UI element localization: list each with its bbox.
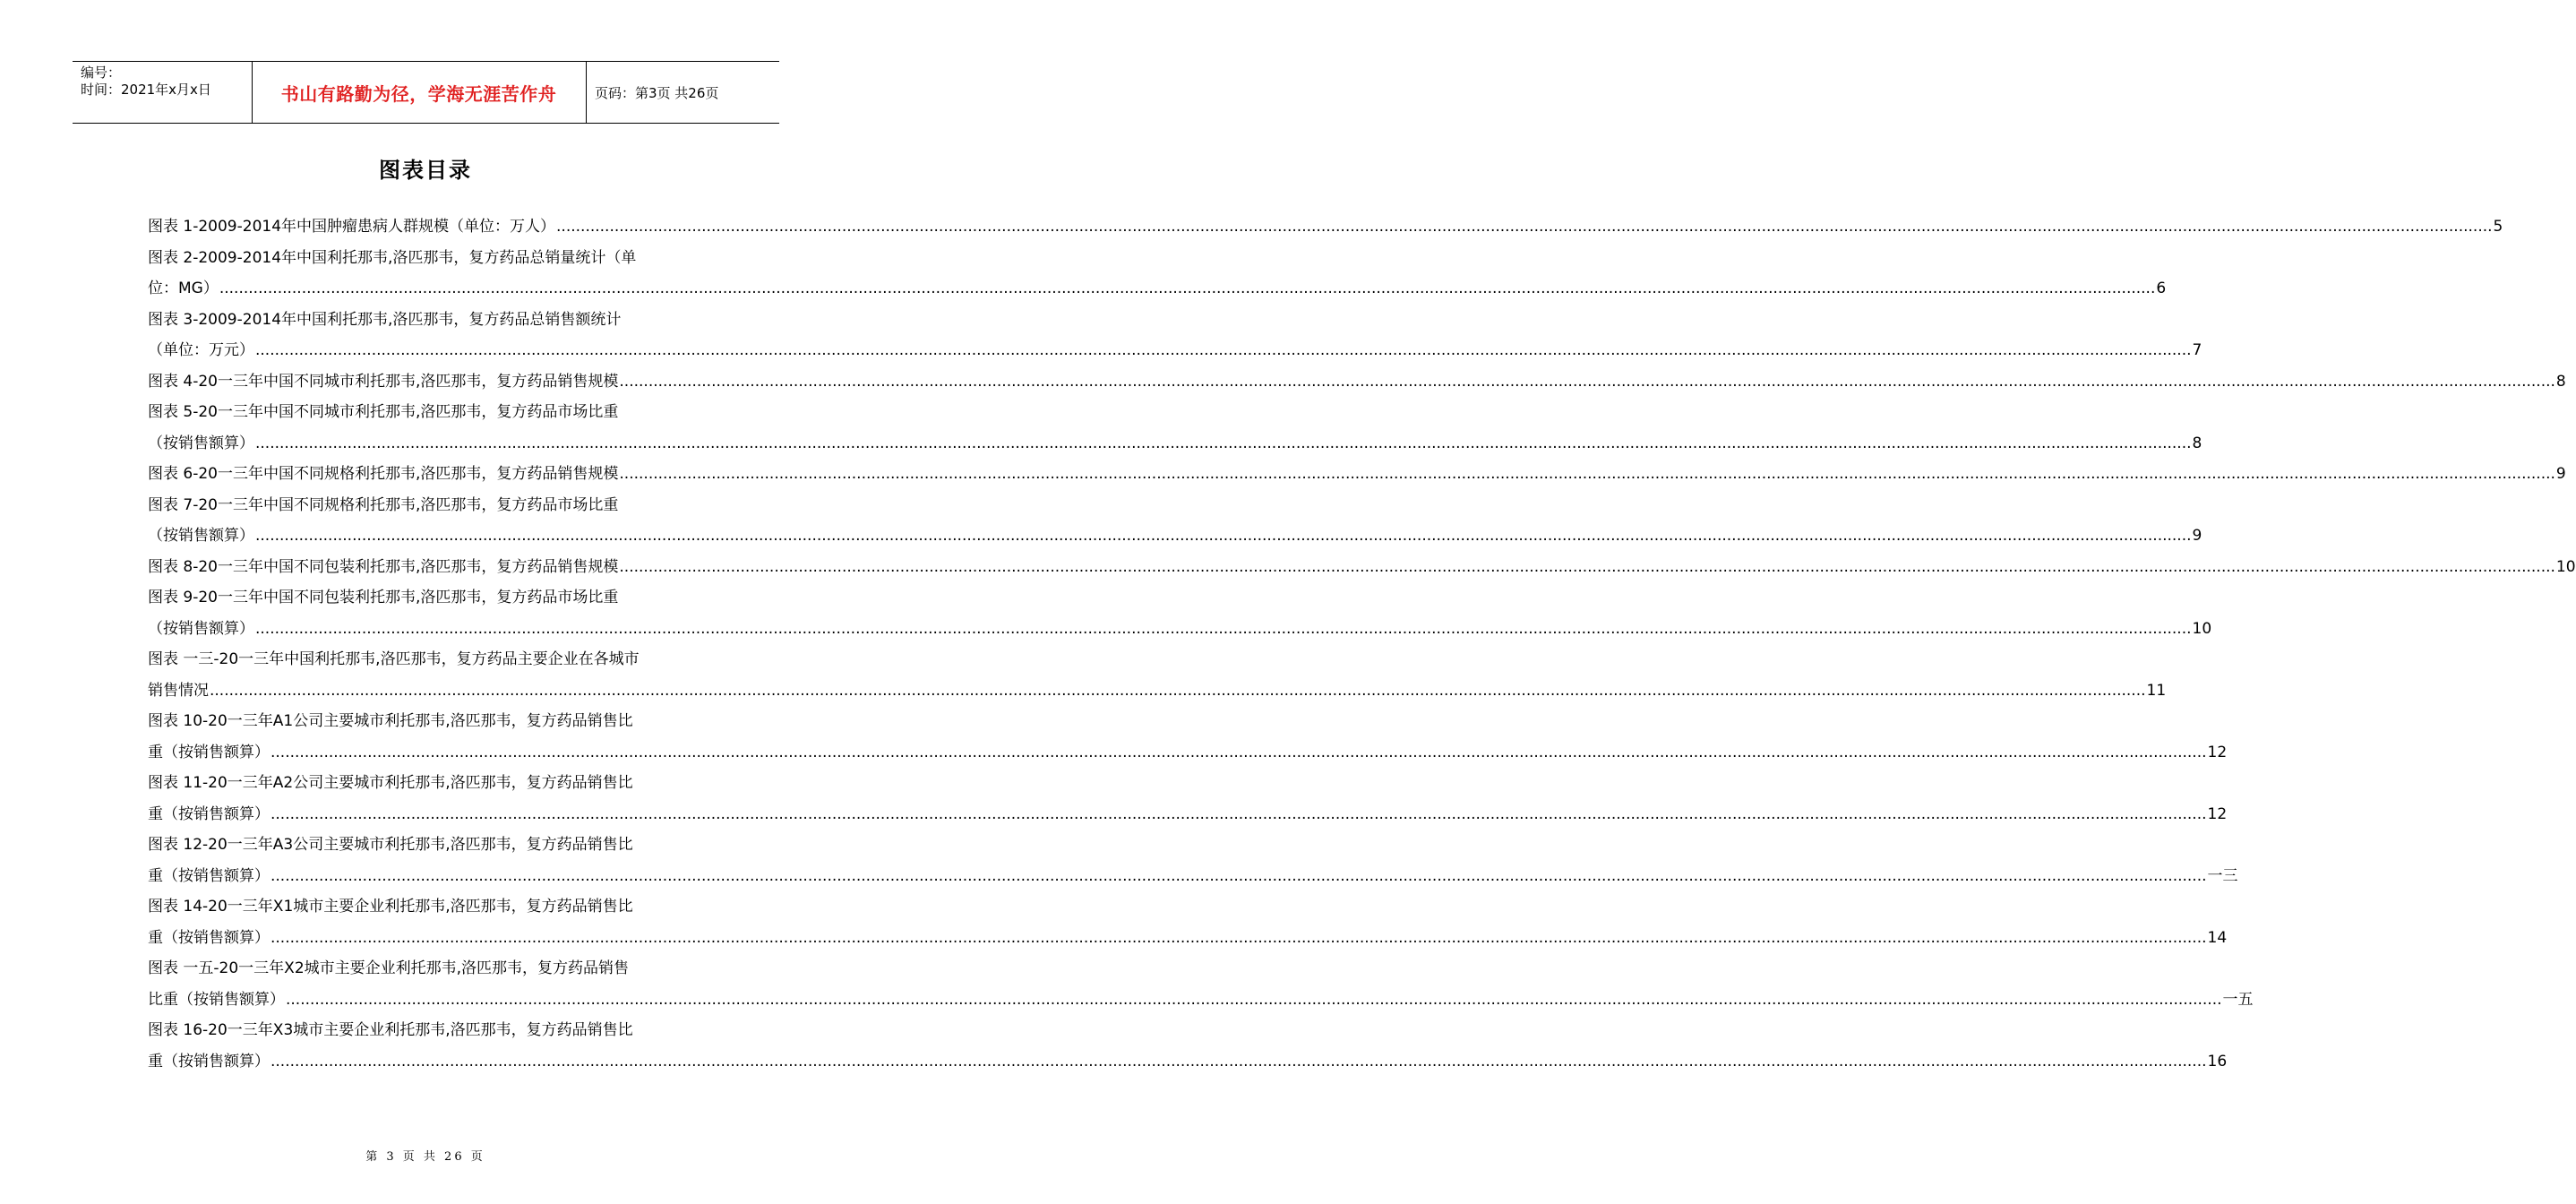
toc-entry-text: 图表 5-20一三年中国不同城市利托那韦,洛匹那韦，复方药品市场比重: [148, 403, 619, 421]
toc-page-number: 5: [2493, 218, 2503, 236]
toc-page-number: 7: [2192, 341, 2202, 359]
toc-dot-leader: ................................................................................................................................................................................................................................................................................................................................................................................................................: [210, 681, 2146, 700]
toc-entry[interactable]: [148, 366, 2566, 398]
toc-entry-text: 图表 8-20一三年中国不同包装利托那韦,洛匹那韦，复方药品销售规模: [148, 557, 619, 576]
toc-entry[interactable]: [148, 706, 2228, 768]
toc-entry-text: 图表 7-20一三年中国不同规格利托那韦,洛匹那韦，复方药品市场比重: [148, 495, 619, 514]
toc-dot-leader: ................................................................................................................................................................................................................................................................................................................................................................................................................: [270, 866, 2207, 885]
toc-entry[interactable]: [148, 582, 2212, 644]
toc-entry-text: 重（按销售额算）: [148, 804, 270, 823]
toc-entry[interactable]: [148, 305, 2202, 366]
toc-entry-text: 位：MG）: [148, 280, 219, 297]
toc-entry-text: 图表 一三-20一三年中国利托那韦,洛匹那韦，复方药品主要企业在各城市: [148, 650, 640, 668]
toc-dot-leader: ................................................................................................................................................................................................................................................................................................................................................................................................................: [255, 619, 2192, 638]
toc-page-number: 12: [2207, 743, 2228, 761]
toc-entry-text: 图表 一五-20一三年X2城市主要企业利托那韦,洛匹那韦，复方药品销售: [148, 959, 630, 977]
header-page-info: 页码：第3页 共26页: [595, 84, 719, 101]
toc-entry[interactable]: [148, 211, 2503, 243]
toc-entry[interactable]: [148, 1015, 2228, 1077]
toc-dot-leader: ................................................................................................................................................................................................................................................................................................................................................................................................................: [619, 557, 2555, 576]
toc-page-number: 12: [2207, 804, 2228, 823]
toc-page-number: 一五: [2222, 990, 2254, 1009]
toc-dot-leader: ................................................................................................................................................................................................................................................................................................................................................................................................................: [219, 280, 2156, 297]
toc-entry-text: 重（按销售额算）: [148, 928, 270, 947]
header-motto-cell: [252, 62, 587, 123]
toc-page-number: 10: [2192, 619, 2212, 638]
toc-page-number: 9: [2192, 527, 2202, 545]
toc-entry-text: 图表 11-20一三年A2公司主要城市利托那韦,洛匹那韦，复方药品销售比: [148, 774, 633, 792]
toc-page-number: 8: [2192, 434, 2202, 452]
toc-dot-leader: ................................................................................................................................................................................................................................................................................................................................................................................................................: [286, 990, 2222, 1009]
page-footer: 第 3 页 共 26 页: [365, 1150, 485, 1164]
toc-entry-text: 图表 12-20一三年A3公司主要城市利托那韦,洛匹那韦，复方药品销售比: [148, 836, 633, 854]
toc-entry-text: （按销售额算）: [148, 619, 254, 638]
toc-dot-leader: ................................................................................................................................................................................................................................................................................................................................................................................................................: [556, 218, 2493, 236]
toc-entry-text: 图表 3-2009-2014年中国利托那韦,洛匹那韦，复方药品总销售额统计: [148, 310, 622, 329]
toc-page-number: 16: [2207, 1052, 2228, 1071]
toc-dot-leader: ................................................................................................................................................................................................................................................................................................................................................................................................................: [270, 743, 2207, 761]
toc-entry[interactable]: [148, 397, 2202, 459]
toc-entry-text: 图表 9-20一三年中国不同包装利托那韦,洛匹那韦，复方药品市场比重: [148, 589, 619, 606]
toc-entry-text: 图表 14-20一三年X1城市主要企业利托那韦,洛匹那韦，复方药品销售比: [148, 898, 633, 916]
toc-entry[interactable]: [148, 490, 2202, 552]
toc-dot-leader: ................................................................................................................................................................................................................................................................................................................................................................................................................: [255, 341, 2192, 359]
toc-entry-text: （按销售额算）: [148, 527, 254, 545]
toc-dot-leader: ................................................................................................................................................................................................................................................................................................................................................................................................................: [270, 928, 2207, 947]
toc-entry-text: 重（按销售额算）: [148, 743, 270, 761]
toc-dot-leader: ................................................................................................................................................................................................................................................................................................................................................................................................................: [270, 804, 2207, 823]
toc-entry-text: （单位：万元）: [148, 341, 254, 359]
toc-entry[interactable]: [148, 459, 2566, 490]
toc-page-number: 一三: [2207, 866, 2238, 885]
toc-entry-text: 销售情况: [148, 681, 209, 700]
toc-entry[interactable]: [148, 891, 2228, 953]
toc-entry-text: 重（按销售额算）: [148, 866, 270, 885]
document-time-label: 时间：2021年x月x日: [81, 82, 211, 98]
toc-page-number: 8: [2555, 372, 2566, 391]
document-number-label: 编号：: [81, 64, 122, 81]
toc-entry[interactable]: [148, 953, 2254, 1015]
toc-entry-text: 重（按销售额算）: [148, 1052, 270, 1071]
toc-entry[interactable]: [148, 243, 2167, 305]
toc-page-number: 6: [2156, 280, 2167, 297]
toc-entry-text: 图表 6-20一三年中国不同规格利托那韦,洛匹那韦，复方药品销售规模: [148, 465, 619, 483]
toc-list: [148, 211, 2576, 1077]
toc-dot-leader: ................................................................................................................................................................................................................................................................................................................................................................................................................: [619, 372, 2555, 391]
toc-entry-text: 比重（按销售额算）: [148, 990, 285, 1009]
header-meta-cell: [73, 62, 253, 123]
toc-dot-leader: ................................................................................................................................................................................................................................................................................................................................................................................................................: [255, 527, 2192, 545]
toc-entry-text: 图表 1-2009-2014年中国肿瘤患病人群规模（单位：万人）: [148, 218, 556, 236]
toc-entry-text: 图表 10-20一三年A1公司主要城市利托那韦,洛匹那韦，复方药品销售比: [148, 712, 633, 730]
toc-entry-text: 图表 16-20一三年X3城市主要企业利托那韦,洛匹那韦，复方药品销售比: [148, 1021, 633, 1039]
header-motto: 书山有路勤为径，学海无涯苦作舟: [280, 82, 557, 105]
toc-dot-leader: ................................................................................................................................................................................................................................................................................................................................................................................................................: [255, 434, 2192, 452]
toc-page-number: 10: [2555, 557, 2576, 576]
toc-dot-leader: ................................................................................................................................................................................................................................................................................................................................................................................................................: [619, 465, 2555, 483]
toc-entry-text: （按销售额算）: [148, 434, 254, 452]
toc-dot-leader: ................................................................................................................................................................................................................................................................................................................................................................................................................: [270, 1052, 2207, 1071]
toc-entry-text: 图表 2-2009-2014年中国利托那韦,洛匹那韦，复方药品总销量统计（单: [148, 248, 637, 267]
header-page-cell: [586, 62, 779, 123]
page-title: 图表目录: [379, 158, 472, 183]
toc-page-number: 9: [2555, 465, 2566, 483]
toc-entry[interactable]: [148, 644, 2167, 706]
toc-entry[interactable]: [148, 830, 2238, 891]
toc-entry-text: 图表 4-20一三年中国不同城市利托那韦,洛匹那韦，复方药品销售规模: [148, 372, 619, 391]
toc-page-number: 14: [2207, 928, 2228, 947]
toc-page-number: 11: [2146, 681, 2167, 700]
toc-entry[interactable]: [148, 552, 2576, 583]
page-header: [73, 61, 779, 124]
toc-entry[interactable]: [148, 768, 2228, 830]
